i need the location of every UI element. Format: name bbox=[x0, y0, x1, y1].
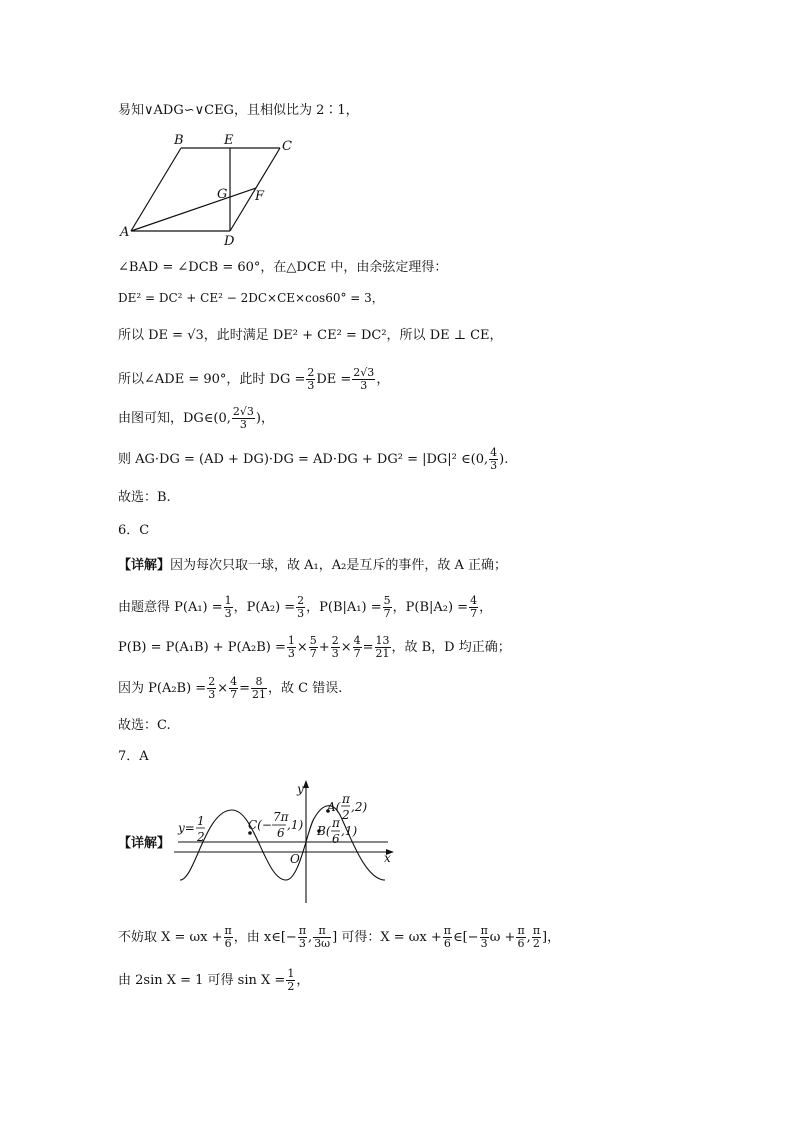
label-b: B bbox=[174, 133, 184, 148]
fraction-five-sevenths: $\frac{5}{7}$ bbox=[383, 594, 391, 620]
point-c-label: C(− bbox=[248, 818, 272, 832]
line-y-frac-num: 1 bbox=[197, 814, 205, 828]
fraction-one-third-b: $\frac{1}{3}$ bbox=[287, 634, 295, 660]
line-y-frac-den: 2 bbox=[197, 830, 205, 844]
text-line-cosine: ∠BAD = ∠DCB = 60°，在△DCE 中，由余弦定理得： bbox=[118, 260, 448, 275]
sub-text-g: , bbox=[526, 930, 531, 945]
total-text-b: × bbox=[296, 640, 308, 655]
axis-x-label: x bbox=[384, 851, 391, 865]
fraction-two-thirds: $\frac{2}{3}$ bbox=[307, 366, 315, 392]
text-line-detail-6 bbox=[118, 557, 507, 575]
fraction-pi-6-b: $\frac{\pi}{6}$ bbox=[443, 924, 451, 950]
fraction-one-half: $\frac{1}{2}$ bbox=[287, 967, 295, 993]
fraction-four-sevenths-c: $\frac{4}{7}$ bbox=[230, 675, 238, 701]
axis-y-label: y bbox=[297, 782, 304, 796]
cwrong-text-b: × bbox=[217, 681, 229, 696]
text-line-dot-product bbox=[118, 444, 508, 476]
range-text-a: 由图可知，DG∈(0, bbox=[118, 411, 231, 426]
point-c-end: ,1) bbox=[287, 818, 304, 832]
fraction-four-sevenths-b: $\frac{4}{7}$ bbox=[353, 634, 361, 660]
sub-text-e: ∈[− bbox=[452, 930, 479, 945]
dg-text-c: ， bbox=[376, 372, 390, 387]
prob-text-c: ，P(B|A₁) = bbox=[306, 600, 382, 615]
text-line-answer-c: 故选：C. bbox=[118, 718, 171, 733]
line-y-label: y= bbox=[178, 821, 195, 835]
sub-text-a: 不妨取 X = ωx + bbox=[118, 930, 223, 945]
point-b-frac-den: 6 bbox=[332, 832, 340, 846]
segment-ab bbox=[131, 148, 181, 231]
text-line-sin-half bbox=[118, 963, 309, 999]
fraction-five-sevenths-b: $\frac{5}{7}$ bbox=[309, 634, 317, 660]
text-line-answer-b: 故选：B. bbox=[118, 490, 171, 505]
detail-tag-7: 【详解】 bbox=[118, 836, 171, 851]
total-text-a: P(B) = P(A₁B) + P(A₂B) = bbox=[118, 640, 286, 655]
text-line-total-probability bbox=[118, 630, 511, 666]
fraction-two-thirds-d: $\frac{2}{3}$ bbox=[208, 675, 216, 701]
cwrong-text-a: 因为 P(A₂B) = bbox=[118, 681, 207, 696]
y-arrow bbox=[303, 780, 309, 788]
fraction-thirteen-21: $\frac{13}{21}$ bbox=[375, 634, 390, 660]
point-c-frac-num: 7π bbox=[273, 810, 289, 824]
label-d: D bbox=[224, 234, 235, 248]
text-line-probabilities bbox=[118, 590, 492, 626]
range-text-b: )， bbox=[255, 411, 274, 426]
text-line-substitution bbox=[118, 920, 560, 956]
fraction-eight-21: $\frac{8}{21}$ bbox=[252, 675, 267, 701]
prob-text-a: 由题意得 P(A₁) = bbox=[118, 600, 223, 615]
question-6-heading: 6．C bbox=[118, 523, 150, 538]
fraction-pi-2: $\frac{\pi}{2}$ bbox=[532, 924, 541, 950]
point-a-frac-num: π bbox=[342, 792, 350, 806]
fraction-pi-6: $\frac{\pi}{6}$ bbox=[224, 924, 232, 950]
total-text-f: ，故 B，D 均正确； bbox=[391, 640, 511, 655]
sub-text-f: ω + bbox=[489, 930, 516, 945]
fraction-pi-3w: $\frac{\pi}{3\omega}$ bbox=[314, 924, 331, 950]
total-text-c: + bbox=[318, 640, 330, 655]
dg-text-a: 所以∠ADE = 90°，此时 DG = bbox=[118, 372, 306, 387]
point-b-label: B( bbox=[317, 824, 331, 838]
label-a: A bbox=[120, 225, 130, 240]
question-7-heading: 7．A bbox=[118, 749, 149, 764]
fraction-one-third: $\frac{1}{3}$ bbox=[224, 594, 232, 620]
fraction-two-root3-over-3: $\frac{2√3}{3}$ bbox=[353, 366, 375, 392]
point-c-frac-den: 6 bbox=[277, 826, 285, 840]
fraction-four-thirds: $\frac{4}{3}$ bbox=[490, 446, 498, 472]
segment-af bbox=[131, 188, 256, 231]
cwrong-text-c: = bbox=[239, 681, 251, 696]
fraction-two-root3-over-3-b: $\frac{2√3}{3}$ bbox=[232, 405, 254, 431]
prob-text-e: ， bbox=[479, 600, 493, 615]
text-line-de-squared: DE² = DC² + CE² − 2DC×CE×cos60° = 3， bbox=[118, 291, 384, 305]
label-g: G bbox=[217, 187, 228, 202]
prob-text-b: ，P(A₂) = bbox=[233, 600, 296, 615]
point-a-label: A( bbox=[327, 800, 341, 814]
origin-label: O bbox=[290, 852, 300, 866]
dot-text-b: ). bbox=[499, 452, 509, 467]
sub-text-h: ]， bbox=[542, 930, 561, 945]
fraction-two-thirds-b: $\frac{2}{3}$ bbox=[297, 594, 305, 620]
dot-text-a: 则 AG·DG = (AD + DG)·DG = AD·DG + DG² = |DG|² ∈(0, bbox=[118, 452, 489, 467]
cwrong-text-d: ，故 C 错误. bbox=[268, 681, 343, 696]
sin-text-b: ， bbox=[296, 973, 310, 988]
fraction-four-sevenths: $\frac{4}{7}$ bbox=[470, 594, 478, 620]
fraction-pi-6-c: $\frac{\pi}{6}$ bbox=[517, 924, 525, 950]
text-line-c-wrong bbox=[118, 671, 342, 707]
fraction-pi-3: $\frac{\pi}{3}$ bbox=[298, 924, 307, 950]
text-line-similarity: 易知∨ADG∽∨CEG，且相似比为 2∶1， bbox=[118, 103, 359, 118]
sub-text-b: ，由 x∈[− bbox=[233, 930, 297, 945]
text-line-de-root3: 所以 DE = √3，此时满足 DE² + CE² = DC²，所以 DE ⊥ CE， bbox=[118, 328, 503, 343]
label-e: E bbox=[224, 133, 234, 148]
fraction-pi-3-b: $\frac{\pi}{3}$ bbox=[480, 924, 488, 950]
detail-6-text: 因为每次只取一球，故 A₁，A₂是互斥的事件，故 A 正确； bbox=[170, 558, 508, 573]
point-b-frac-num: π bbox=[332, 816, 340, 830]
text-line-dg bbox=[118, 362, 389, 398]
total-text-d: × bbox=[340, 640, 352, 655]
parallelogram-figure bbox=[118, 130, 308, 248]
dg-text-b: DE = bbox=[316, 372, 352, 387]
text-line-dg-range bbox=[118, 401, 274, 437]
label-f: F bbox=[255, 189, 265, 204]
sub-text-c: , bbox=[308, 930, 313, 945]
point-b-end: ,1) bbox=[341, 824, 358, 838]
sine-graph-figure bbox=[170, 775, 400, 907]
label-c: C bbox=[282, 139, 292, 154]
sin-text-a: 由 2sin X = 1 可得 sin X = bbox=[118, 973, 286, 988]
total-text-e: = bbox=[362, 640, 374, 655]
fraction-two-thirds-c: $\frac{2}{3}$ bbox=[331, 634, 339, 660]
prob-text-d: ，P(B|A₂) = bbox=[392, 600, 469, 615]
point-a-frac-den: 2 bbox=[342, 808, 350, 822]
point-a-end: ,2) bbox=[351, 800, 368, 814]
detail-tag: 【详解】 bbox=[118, 558, 171, 573]
sub-text-d: ] 可得：X = ωx + bbox=[332, 930, 442, 945]
